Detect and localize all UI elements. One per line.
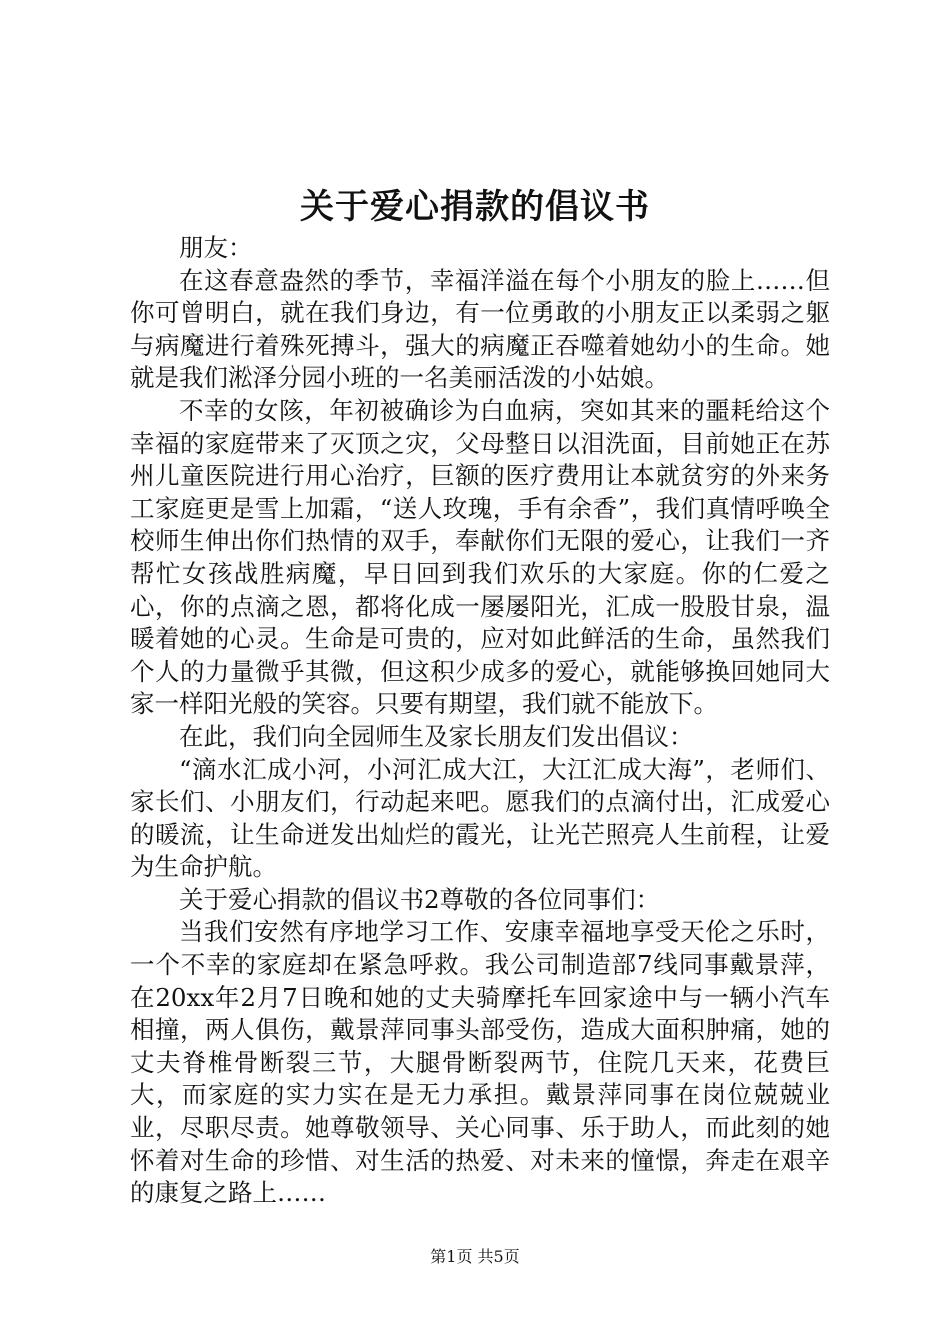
page-number-footer: 第1页 共5页: [430, 1247, 520, 1266]
document-body: [130, 232, 830, 1210]
body-paragraph: 关于爱心捐款的倡议书2尊敬的各位同事们：: [179, 884, 661, 914]
body-paragraph: 在此，我们向全园师生及家长朋友们发出倡议：: [179, 721, 694, 751]
document-title: 关于爱心捐款的倡议书: [300, 187, 650, 227]
body-paragraph: 当我们安然有序地学习工作、安康幸福地享受天伦之乐时，一个不幸的家庭却在紧急呼救。我公司制造部7线同事戴景萍，在20xx年2月7日晚和她的丈夫骑摩托车回家途中与一辆小汽车相撞，两人俱伤，戴景萍同事头部受伤，造成大面积肿痛，她的丈夫脊椎骨断裂三节，大腿骨断裂两节，住院几天来，花费巨大，而家庭的实力实在是无力承担。戴景萍同事在岗位兢兢业业，尽职尽责。她尊敬领导、关心同事、乐于助人，而此刻的她怀着对生命的珍惜、对生活的热爱、对未来的憧憬，奔走在艰辛的康复之路上……: [130, 917, 830, 1208]
body-paragraph: 在这春意盎然的季节，幸福洋溢在每个小朋友的脸上……但你可曾明白，就在我们身边，有一位勇敢的小朋友正以柔弱之躯与病魔进行着殊死搏斗，强大的病魔正吞噬着她幼小的生命。她就是我们淞泽分园小班的一名美丽活泼的小姑娘。: [130, 265, 830, 393]
body-paragraph: “滴水汇成小河，小河汇成大江，大江汇成大海”，老师们、家长们、小朋友们，行动起来吧。愿我们的点滴付出，汇成爱心的暖流，让生命迸发出灿烂的霞光，让光芒照亮人生前程，让爱为生命护航。: [130, 754, 830, 882]
salutation-paragraph: 朋友：: [179, 233, 253, 262]
body-paragraph: 不幸的女陔，年初被确诊为白血病，突如其来的噩耗给这个幸福的家庭带来了灭顶之灾，父母整日以泪洗面，目前她正在苏州儿童医院进行用心治疗，巨额的医疗费用让本就贫穷的外来务工家庭更是雪上加霜，“送人玫瑰，手有余香”，我们真情呼唤全校师生伸出你们热情的双手，奉献你们无限的爱心，让我们一齐帮忙女孩战胜病魔，早日回到我们欢乐的大家庭。你的仁爱之心，你的点滴之恩，都将化成一屡屡阳光，汇成一股股甘泉，温暖着她的心灵。生命是可贵的，应对如此鲜活的生命，虽然我们个人的力量微乎其微，但这积少成多的爱心，就能够换回她同大家一样阳光般的笑容。只要有期望，我们就不能放下。: [130, 395, 830, 719]
